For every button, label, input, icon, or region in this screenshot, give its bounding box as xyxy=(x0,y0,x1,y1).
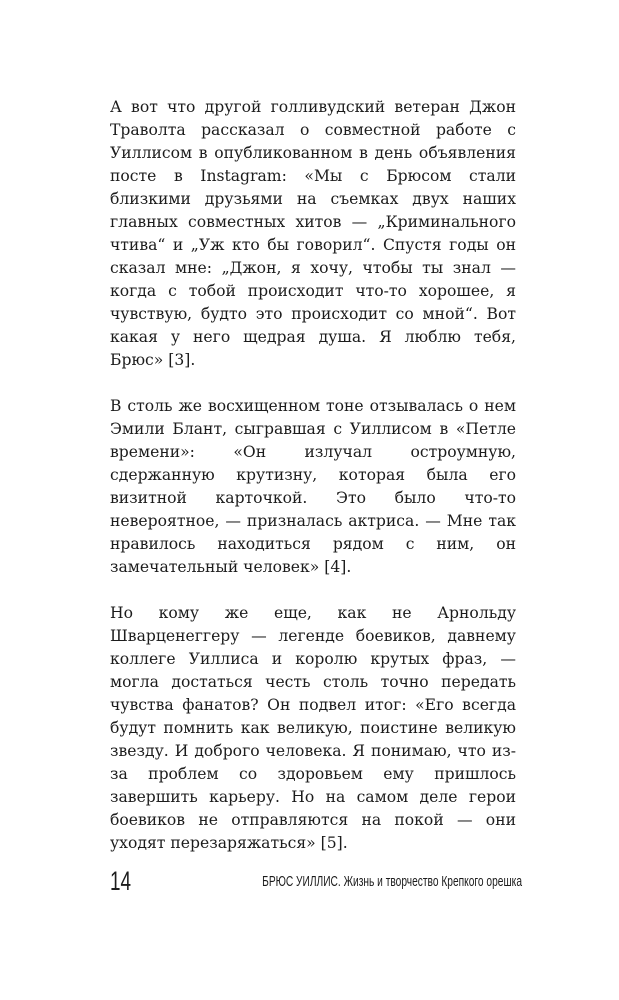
body-text xyxy=(110,96,516,855)
paragraph-schwarzenegger-quote: Но кому же еще, как не Арнольду Шварценеггеру — легенде боевиков, давнему коллеге Уиллиса и королю крутых фраз, — могла достаться честь столь точно передать чувства фанатов? Он подвел итог: «Его всегда будут помнить как великую, поистине великую звезду. И доброго человека. Я понимаю, что из-за проблем со здоровьем ему пришлось завершить карьеру. Но на самом деле герои боевиков не отправляются на покой — они уходят перезаряжаться» [5]. xyxy=(110,604,516,852)
running-title: БРЮС УИЛЛИС. Жизнь и творчество Крепкого орешка xyxy=(262,873,522,890)
page-footer xyxy=(110,866,522,900)
paragraph-blunt-quote: В столь же восхищенном тоне отзывалась о нем Эмили Блант, сыгравшая с Уиллисом в «Петле времени»: «Он излучал остроумную, сдержанную крутизну, которая была его визитной карточкой. Это было что-то невероятное, — призналась актриса. — Мне так нравилось находиться рядом с ним, он замечательный человек» [4]. xyxy=(110,397,516,576)
page-number: 14 xyxy=(110,866,132,896)
paragraph-travolta-quote: А вот что другой голливудский ветеран Джон Траволта рассказал о совместной работе с Уиллисом в опубликованном в день объявления посте в Instagram: «Мы с Брюсом стали близкими друзьями на съемках двух наших главных совместных хитов — „Криминального чтива“ и „Уж кто бы говорил“. Спустя годы он сказал мне: „Джон, я хочу, чтобы ты знал — когда с тобой происходит что-то хорошее, я чувствую, будто это происходит со мной“. Вот какая у него щедрая душа. Я люблю тебя, Брюс» [3]. xyxy=(110,98,516,369)
